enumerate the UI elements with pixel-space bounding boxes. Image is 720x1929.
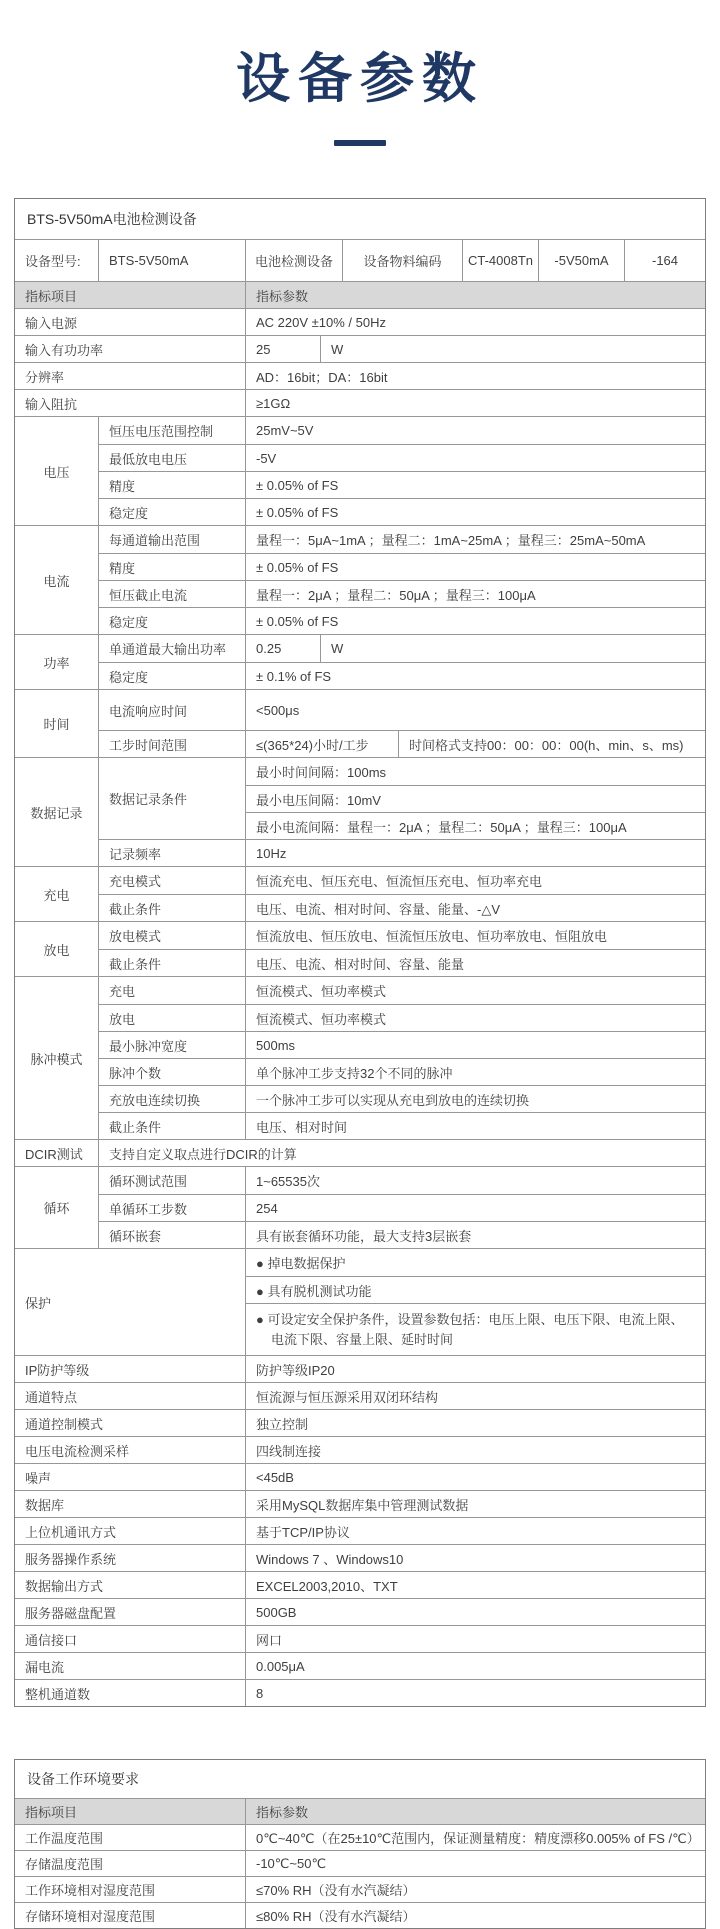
group-label: 放电: [15, 922, 99, 976]
table-row: [15, 1876, 705, 1902]
value-cell: 电压、相对时间: [256, 1119, 348, 1135]
table-row: [15, 1544, 705, 1571]
group-label: 保护: [15, 1249, 246, 1355]
table-row: [15, 1652, 705, 1679]
label-cell: 脉冲个数: [99, 1059, 246, 1085]
table-row: [99, 690, 705, 730]
group-body: [99, 867, 705, 921]
table-row: [15, 1679, 705, 1706]
table-row: [15, 1409, 705, 1436]
value-cell: 支持自定义取点进行DCIR的计算: [109, 1146, 297, 1162]
label-cell: 精度: [99, 472, 246, 498]
value-cell: ≤80% RH（没有水汽凝结）: [256, 1909, 416, 1925]
row-group: [15, 525, 705, 634]
value-cell: 25mV~5V: [256, 423, 314, 439]
label-cell: 最小脉冲宽度: [99, 1032, 246, 1058]
label-cell: 数据库: [15, 1491, 246, 1517]
value-cell: 恒流模式、恒功率模式: [256, 1011, 387, 1027]
label-cell: 充电: [99, 977, 246, 1004]
table-row: [246, 758, 705, 785]
label-cell: 稳定度: [99, 499, 246, 525]
label-cell: 放电: [99, 1005, 246, 1031]
value-cell: 0.005μA: [256, 1658, 305, 1674]
value-cell: 防护等级IP20: [256, 1362, 335, 1378]
table-row: [99, 662, 705, 689]
value-cell: 量程一：5μA~1mA ；量程二：1mA~25mA ；量程三：25mA~50mA: [256, 533, 646, 549]
label-cell: 输入电源: [15, 309, 246, 335]
label-cell: IP防护等级: [15, 1356, 246, 1382]
value-cell: ● 具有脱机测试功能: [256, 1283, 372, 1299]
label-cell: 循环测试范围: [99, 1167, 246, 1194]
value-cell: -5V: [256, 450, 277, 466]
label-cell: 电池检测设备: [246, 240, 343, 281]
row-group: [15, 976, 705, 1139]
table-row: [99, 730, 705, 757]
label-cell: 通信接口: [15, 1626, 246, 1652]
table-row: [99, 607, 705, 634]
value-cell: W: [331, 341, 344, 357]
table-row: [99, 894, 705, 921]
row-group: [15, 921, 705, 976]
group-label: 功率: [15, 635, 99, 689]
value-cell: W: [331, 641, 344, 657]
value-cell: AD：16bit；DA：16bit: [256, 369, 388, 385]
group-label: 电压: [15, 417, 99, 525]
value-cell: ● 可设定安全保护条件，设置参数包括：电压上限、电压下限、电流上限、电流下限、容量上限、延时时间: [256, 1312, 684, 1347]
label-cell: 通道控制模式: [15, 1410, 246, 1436]
label-cell: 噪声: [15, 1464, 246, 1490]
table-row: [15, 1139, 705, 1166]
value-cell: 254: [256, 1200, 278, 1216]
table-row: [246, 1303, 705, 1355]
table-row: [15, 1824, 705, 1850]
label-cell: 截止条件: [99, 895, 246, 921]
value-cell: ± 0.05% of FS: [256, 613, 339, 629]
value-cell: 恒流充电、恒压充电、恒流恒压充电、恒功率充电: [256, 874, 543, 890]
label-cell: 存储温度范围: [15, 1851, 246, 1876]
value-cell: 恒流放电、恒压放电、恒流恒压放电、恒功率放电、恒阻放电: [256, 929, 608, 945]
row-group: [15, 689, 705, 757]
table-row: [15, 1436, 705, 1463]
value-cell: 10Hz: [256, 845, 287, 861]
row-group: [15, 634, 705, 689]
value-cell: ● 掉电数据保护: [256, 1256, 346, 1272]
label-cell: ≤(365*24)小时/工步: [246, 731, 399, 757]
table-row: [99, 922, 705, 949]
table-row: [99, 498, 705, 525]
row-group: [99, 758, 705, 839]
value-cell: Windows 7 、Windows10: [256, 1551, 404, 1567]
group-label: 充电: [15, 867, 99, 921]
value-cell: 电压、电流、相对时间、容量、能量、-△V: [256, 901, 500, 917]
group-label: 脉冲模式: [15, 977, 99, 1139]
group-label: 电流: [15, 526, 99, 634]
row-group: [15, 1248, 705, 1355]
page-title: 设备参数: [236, 49, 484, 109]
value-cell: 电压、电流、相对时间、容量、能量: [256, 956, 465, 972]
value-cell: -10℃~50℃: [256, 1855, 327, 1871]
value-cell: AC 220V ±10% / 50Hz: [256, 314, 386, 330]
value-cell: 单个脉冲工步支持32个不同的脉冲: [256, 1065, 453, 1081]
table-row: [15, 1598, 705, 1625]
label-cell: 恒压截止电流: [99, 581, 246, 607]
table-row: [99, 1167, 705, 1194]
table-row: [99, 417, 705, 444]
label-cell: 设备型号:: [15, 240, 99, 281]
table-row: [15, 1798, 705, 1824]
table-row: [15, 389, 705, 416]
label-cell: 输入阻抗: [15, 390, 246, 416]
value-cell: 恒流源与恒压源采用双闭环结构: [256, 1389, 439, 1405]
group-label: 数据记录条件: [99, 758, 246, 839]
value-cell: 8: [256, 1685, 264, 1701]
table-row: [15, 362, 705, 389]
value-cell: 网口: [256, 1632, 283, 1648]
value-cell: 500GB: [256, 1604, 297, 1620]
table-row: [15, 281, 705, 308]
label-cell: 漏电流: [15, 1653, 246, 1679]
device-parameters-table: [14, 198, 706, 1707]
table-row: [99, 471, 705, 498]
table-row: [99, 635, 705, 662]
value-cell: <45dB: [256, 1469, 294, 1485]
table-row: [99, 1031, 705, 1058]
value-cell: ± 0.05% of FS: [256, 559, 339, 575]
value-cell: <500μs: [256, 702, 300, 718]
table-row: [246, 1276, 705, 1303]
label-cell: 设备物料编码: [343, 240, 463, 281]
label-cell: 服务器磁盘配置: [15, 1599, 246, 1625]
table-row: [246, 1249, 705, 1276]
row-group: [15, 757, 705, 866]
label-cell: 记录频率: [99, 840, 246, 866]
label-cell: 电压电流检测采样: [15, 1437, 246, 1463]
table-row: [15, 239, 705, 281]
table-row: [246, 785, 705, 812]
row-group: [15, 416, 705, 525]
table-row: [99, 444, 705, 471]
table-row: [99, 1085, 705, 1112]
label-cell: 0.25: [246, 635, 321, 662]
column-header-cell: 指标参数: [246, 1799, 705, 1824]
label-cell: 稳定度: [99, 663, 246, 689]
table-row: [15, 1490, 705, 1517]
label-cell: 截止条件: [99, 1113, 246, 1139]
value-cell: 最小电流间隔：量程一：2μA ；量程二：50μA ；量程三：100μA: [256, 819, 627, 835]
table-row: [99, 1058, 705, 1085]
table-row: [15, 1571, 705, 1598]
group-body: [99, 758, 705, 866]
table-row: [15, 1625, 705, 1652]
label-cell: DCIR测试: [15, 1140, 99, 1166]
value-cell: ± 0.05% of FS: [256, 504, 339, 520]
value-cell: 时间格式支持00：00：00：00(h、min、s、ms): [409, 737, 684, 753]
group-body: [246, 1249, 705, 1355]
label-cell: CT-4008Tn: [463, 240, 539, 281]
label-cell: 充电模式: [99, 867, 246, 894]
value-cell: 量程一：2μA ；量程二：50μA ；量程三：100μA: [256, 587, 536, 603]
group-label: 时间: [15, 690, 99, 757]
column-header-cell: 指标参数: [246, 282, 705, 308]
value-cell: 1~65535次: [256, 1174, 320, 1190]
group-body: [99, 635, 705, 689]
label-cell: 数据输出方式: [15, 1572, 246, 1598]
group-body: [99, 526, 705, 634]
working-environment-table: [14, 1759, 706, 1929]
label-cell: 最低放电电压: [99, 445, 246, 471]
label-cell: 整机通道数: [15, 1680, 246, 1706]
value-cell: ≤70% RH（没有水汽凝结）: [256, 1883, 416, 1899]
group-body: [99, 690, 705, 757]
label-cell: 充放电连续切换: [99, 1086, 246, 1112]
table-row: [15, 1902, 705, 1928]
table-title: 设备工作环境要求: [27, 1771, 139, 1788]
value-cell: ± 0.1% of FS: [256, 668, 332, 684]
value-cell: 采用MySQL数据库集中管理测试数据: [256, 1497, 469, 1513]
table-row: [15, 199, 705, 239]
column-header-cell: 指标项目: [15, 282, 246, 308]
table-row: [15, 308, 705, 335]
value-cell: 一个脉冲工步可以实现从充电到放电的连续切换: [256, 1092, 530, 1108]
table-row: [15, 1760, 705, 1798]
label-cell: 单循环工步数: [99, 1195, 246, 1221]
value-cell: ± 0.05% of FS: [256, 477, 339, 493]
label-cell: 通道特点: [15, 1383, 246, 1409]
table-row: [99, 1194, 705, 1221]
table-title: BTS-5V50mA电池检测设备: [27, 211, 197, 228]
table-row: [99, 1112, 705, 1139]
column-header-cell: 指标项目: [15, 1799, 246, 1824]
label-cell: 工步时间范围: [99, 731, 246, 757]
label-cell: -5V50mA: [539, 240, 625, 281]
label-cell: 输入有功功率: [15, 336, 246, 362]
table-row: [99, 1221, 705, 1248]
value-cell: EXCEL2003,2010、TXT: [256, 1578, 398, 1594]
label-cell: 恒压电压范围控制: [99, 417, 246, 444]
label-cell: 25: [246, 336, 321, 362]
label-cell: 每通道输出范围: [99, 526, 246, 553]
title-divider: [334, 140, 386, 146]
value-cell: 具有嵌套循环功能，最大支持3层嵌套: [256, 1228, 472, 1244]
table-row: [99, 1004, 705, 1031]
value-cell: 独立控制: [256, 1416, 309, 1432]
table-row: [15, 1850, 705, 1876]
label-cell: 电流响应时间: [99, 690, 246, 730]
row-group: [15, 866, 705, 921]
group-body: [99, 977, 705, 1139]
label-cell: 放电模式: [99, 922, 246, 949]
value-cell: 0℃~40℃（在25±10℃范围内，保证测量精度：精度漂移0.005% of FS /℃）: [256, 1831, 700, 1847]
label-cell: 循环嵌套: [99, 1222, 246, 1248]
table-row: [99, 867, 705, 894]
label-cell: 截止条件: [99, 950, 246, 976]
table-row: [246, 812, 705, 839]
table-row: [15, 1355, 705, 1382]
value-cell: 最小时间间隔：100ms: [256, 765, 387, 781]
table-row: [99, 580, 705, 607]
row-group: [15, 1166, 705, 1248]
group-label: 数据记录: [15, 758, 99, 866]
label-cell: 稳定度: [99, 608, 246, 634]
value-cell: 基于TCP/IP协议: [256, 1524, 350, 1540]
device-parameters-table-body: [15, 199, 705, 1706]
value-cell: 恒流模式、恒功率模式: [256, 984, 387, 1000]
label-cell: 工作温度范围: [15, 1825, 246, 1850]
table-row: [99, 526, 705, 553]
value-cell: 最小电压间隔：10mV: [256, 792, 381, 808]
value-cell: 四线制连接: [256, 1443, 322, 1459]
label-cell: 精度: [99, 554, 246, 580]
table-row: [99, 949, 705, 976]
label-cell: 分辨率: [15, 363, 246, 389]
label-cell: 服务器操作系统: [15, 1545, 246, 1571]
group-body: [246, 758, 705, 839]
label-cell: 工作环境相对湿度范围: [15, 1877, 246, 1902]
table-row: [15, 1463, 705, 1490]
group-body: [99, 1167, 705, 1248]
group-body: [99, 922, 705, 976]
value-cell: -164: [651, 253, 679, 269]
table-row: [15, 1382, 705, 1409]
table-row: [15, 1517, 705, 1544]
group-label: 循环: [15, 1167, 99, 1248]
value-cell: 500ms: [256, 1037, 296, 1053]
label-cell: 上位机通讯方式: [15, 1518, 246, 1544]
table-row: [15, 335, 705, 362]
group-body: [99, 417, 705, 525]
label-cell: 存储环境相对湿度范围: [15, 1903, 246, 1928]
working-environment-table-body: [15, 1760, 705, 1928]
value-cell: ≥1GΩ: [256, 395, 291, 411]
table-row: [99, 977, 705, 1004]
table-row: [99, 553, 705, 580]
label-cell: 单通道最大输出功率: [99, 635, 246, 662]
label-cell: BTS-5V50mA: [99, 240, 246, 281]
table-row: [99, 839, 705, 866]
